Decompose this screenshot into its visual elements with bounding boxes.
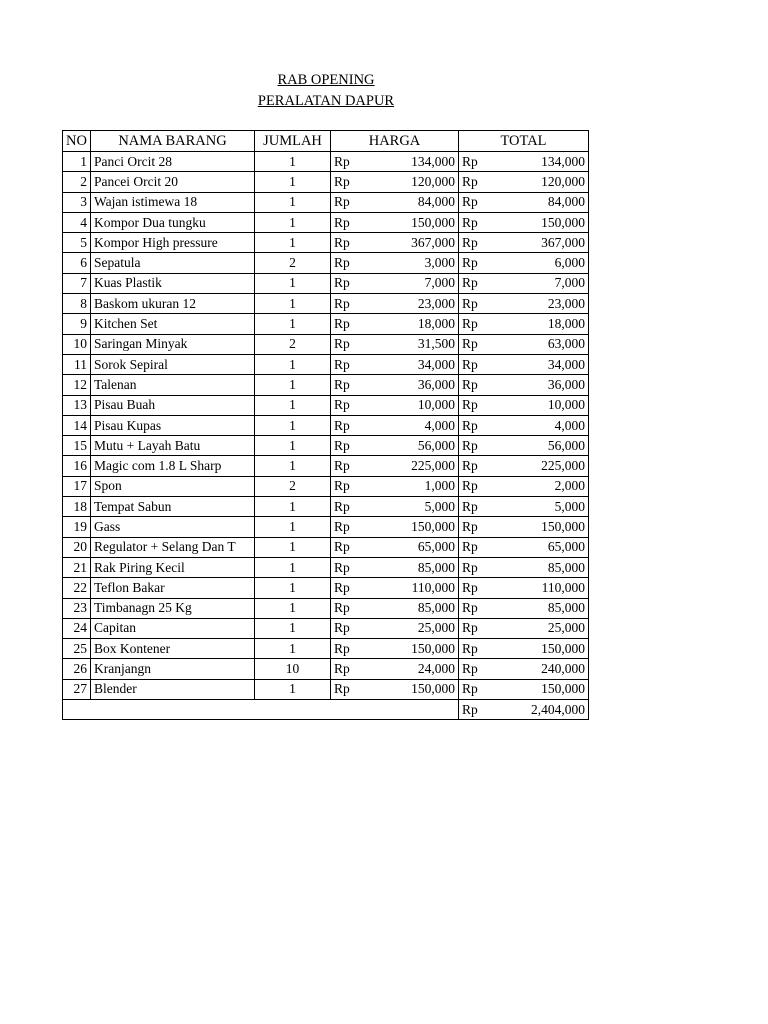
row-total: 63,000	[491, 334, 589, 354]
table-row	[63, 415, 589, 435]
row-price-currency: Rp	[331, 517, 363, 537]
row-total: 10,000	[491, 395, 589, 415]
row-total-currency: Rp	[459, 212, 491, 232]
row-price-currency: Rp	[331, 233, 363, 253]
table-row	[63, 537, 589, 557]
row-total-currency: Rp	[459, 679, 491, 699]
row-total: 7,000	[491, 273, 589, 293]
table-row	[63, 618, 589, 638]
row-quantity: 2	[255, 476, 331, 496]
row-item-name: Talenan	[91, 375, 255, 395]
row-price: 150,000	[363, 517, 459, 537]
row-no: 21	[63, 557, 91, 577]
row-item-name: Kompor Dua tungku	[91, 212, 255, 232]
grand-total-currency: Rp	[459, 700, 491, 720]
row-total: 150,000	[491, 212, 589, 232]
row-price-currency: Rp	[331, 334, 363, 354]
row-quantity: 1	[255, 354, 331, 374]
table-row	[63, 152, 589, 172]
header-price: HARGA	[331, 131, 459, 152]
table-row	[63, 436, 589, 456]
row-total: 4,000	[491, 415, 589, 435]
row-price: 85,000	[363, 557, 459, 577]
row-quantity: 1	[255, 436, 331, 456]
row-price: 150,000	[363, 212, 459, 232]
row-price-currency: Rp	[331, 354, 363, 374]
row-price: 4,000	[363, 415, 459, 435]
row-total: 25,000	[491, 618, 589, 638]
row-total-currency: Rp	[459, 273, 491, 293]
row-price-currency: Rp	[331, 273, 363, 293]
row-quantity: 2	[255, 253, 331, 273]
table-row	[63, 273, 589, 293]
row-item-name: Panci Orcit 28	[91, 152, 255, 172]
row-quantity: 1	[255, 395, 331, 415]
header-name: NAMA BARANG	[91, 131, 255, 152]
row-quantity: 1	[255, 415, 331, 435]
row-item-name: Sepatula	[91, 253, 255, 273]
row-quantity: 1	[255, 618, 331, 638]
row-total-currency: Rp	[459, 415, 491, 435]
row-total: 65,000	[491, 537, 589, 557]
row-price-currency: Rp	[331, 659, 363, 679]
row-quantity: 1	[255, 375, 331, 395]
row-total: 56,000	[491, 436, 589, 456]
row-no: 24	[63, 618, 91, 638]
row-total: 2,000	[491, 476, 589, 496]
row-price: 3,000	[363, 253, 459, 273]
row-total: 5,000	[491, 497, 589, 517]
row-price-currency: Rp	[331, 476, 363, 496]
row-total-currency: Rp	[459, 354, 491, 374]
row-total-currency: Rp	[459, 476, 491, 496]
row-total: 225,000	[491, 456, 589, 476]
row-quantity: 1	[255, 639, 331, 659]
table-row	[63, 314, 589, 334]
row-total-currency: Rp	[459, 314, 491, 334]
table-header-row	[63, 131, 589, 152]
row-no: 14	[63, 415, 91, 435]
row-price: 134,000	[363, 152, 459, 172]
row-item-name: Box Kontener	[91, 639, 255, 659]
table-row	[63, 679, 589, 699]
row-no: 17	[63, 476, 91, 496]
row-price-currency: Rp	[331, 598, 363, 618]
row-price: 120,000	[363, 172, 459, 192]
row-total-currency: Rp	[459, 294, 491, 314]
table-row	[63, 395, 589, 415]
row-price: 7,000	[363, 273, 459, 293]
row-total: 367,000	[491, 233, 589, 253]
document-subtitle: PERALATAN DAPUR	[257, 93, 395, 109]
header-qty: JUMLAH	[255, 131, 331, 152]
row-price: 18,000	[363, 314, 459, 334]
row-item-name: Kuas Plastik	[91, 273, 255, 293]
row-no: 15	[63, 436, 91, 456]
row-no: 5	[63, 233, 91, 253]
row-no: 13	[63, 395, 91, 415]
row-price: 23,000	[363, 294, 459, 314]
row-total-currency: Rp	[459, 456, 491, 476]
row-no: 20	[63, 537, 91, 557]
row-total-currency: Rp	[459, 557, 491, 577]
row-quantity: 1	[255, 456, 331, 476]
row-total: 240,000	[491, 659, 589, 679]
row-total: 120,000	[491, 172, 589, 192]
row-no: 12	[63, 375, 91, 395]
row-price-currency: Rp	[331, 253, 363, 273]
row-total-currency: Rp	[459, 639, 491, 659]
table-row	[63, 456, 589, 476]
table-body	[63, 152, 589, 700]
row-no: 11	[63, 354, 91, 374]
row-quantity: 1	[255, 497, 331, 517]
row-quantity: 1	[255, 517, 331, 537]
row-price: 5,000	[363, 497, 459, 517]
row-total-currency: Rp	[459, 395, 491, 415]
row-item-name: Mutu + Layah Batu	[91, 436, 255, 456]
row-price: 1,000	[363, 476, 459, 496]
row-total-currency: Rp	[459, 618, 491, 638]
row-quantity: 10	[255, 659, 331, 679]
header-no: NO	[63, 131, 91, 152]
table-row	[63, 192, 589, 212]
row-price-currency: Rp	[331, 172, 363, 192]
row-price: 31,500	[363, 334, 459, 354]
row-total: 134,000	[491, 152, 589, 172]
row-price-currency: Rp	[331, 456, 363, 476]
row-no: 23	[63, 598, 91, 618]
grand-total-value: 2,404,000	[491, 700, 589, 720]
row-total: 18,000	[491, 314, 589, 334]
row-price-currency: Rp	[331, 578, 363, 598]
row-item-name: Blender	[91, 679, 255, 699]
table-row	[63, 557, 589, 577]
table-row	[63, 233, 589, 253]
row-price-currency: Rp	[331, 294, 363, 314]
row-price-currency: Rp	[331, 375, 363, 395]
document-title: RAB OPENING	[277, 72, 375, 88]
row-price: 85,000	[363, 598, 459, 618]
row-quantity: 1	[255, 598, 331, 618]
table-row	[63, 639, 589, 659]
row-quantity: 1	[255, 273, 331, 293]
row-quantity: 1	[255, 192, 331, 212]
row-total: 6,000	[491, 253, 589, 273]
grand-total-spacer	[63, 700, 459, 720]
row-total-currency: Rp	[459, 253, 491, 273]
row-quantity: 1	[255, 294, 331, 314]
row-total-currency: Rp	[459, 192, 491, 212]
row-no: 6	[63, 253, 91, 273]
row-quantity: 2	[255, 334, 331, 354]
row-no: 8	[63, 294, 91, 314]
table-row	[63, 659, 589, 679]
row-no: 3	[63, 192, 91, 212]
grand-total-row	[63, 700, 589, 720]
row-price: 25,000	[363, 618, 459, 638]
row-no: 2	[63, 172, 91, 192]
row-quantity: 1	[255, 537, 331, 557]
row-price: 150,000	[363, 639, 459, 659]
table-row	[63, 517, 589, 537]
row-total-currency: Rp	[459, 537, 491, 557]
row-price: 56,000	[363, 436, 459, 456]
row-price: 110,000	[363, 578, 459, 598]
table-row	[63, 294, 589, 314]
header-total: TOTAL	[459, 131, 589, 152]
row-price: 10,000	[363, 395, 459, 415]
row-total-currency: Rp	[459, 497, 491, 517]
table-row	[63, 212, 589, 232]
row-item-name: Sorok Sepiral	[91, 354, 255, 374]
budget-table	[62, 130, 589, 720]
table-row	[63, 334, 589, 354]
row-price-currency: Rp	[331, 497, 363, 517]
row-total-currency: Rp	[459, 233, 491, 253]
row-price: 84,000	[363, 192, 459, 212]
row-price-currency: Rp	[331, 212, 363, 232]
table-row	[63, 578, 589, 598]
row-total-currency: Rp	[459, 517, 491, 537]
table-row	[63, 253, 589, 273]
row-total-currency: Rp	[459, 578, 491, 598]
row-no: 10	[63, 334, 91, 354]
table-row	[63, 172, 589, 192]
row-item-name: Wajan istimewa 18	[91, 192, 255, 212]
row-price-currency: Rp	[331, 395, 363, 415]
row-item-name: Kitchen Set	[91, 314, 255, 334]
table-row	[63, 497, 589, 517]
row-no: 9	[63, 314, 91, 334]
row-price-currency: Rp	[331, 679, 363, 699]
row-price: 36,000	[363, 375, 459, 395]
row-total: 150,000	[491, 639, 589, 659]
row-price-currency: Rp	[331, 436, 363, 456]
row-total-currency: Rp	[459, 334, 491, 354]
row-price: 65,000	[363, 537, 459, 557]
row-item-name: Spon	[91, 476, 255, 496]
row-price: 34,000	[363, 354, 459, 374]
row-price-currency: Rp	[331, 618, 363, 638]
row-price: 150,000	[363, 679, 459, 699]
row-total: 150,000	[491, 517, 589, 537]
row-price-currency: Rp	[331, 537, 363, 557]
row-total-currency: Rp	[459, 659, 491, 679]
row-price-currency: Rp	[331, 152, 363, 172]
row-quantity: 1	[255, 578, 331, 598]
row-price: 24,000	[363, 659, 459, 679]
row-quantity: 1	[255, 233, 331, 253]
row-total: 110,000	[491, 578, 589, 598]
row-quantity: 1	[255, 152, 331, 172]
row-quantity: 1	[255, 212, 331, 232]
row-quantity: 1	[255, 314, 331, 334]
row-total: 84,000	[491, 192, 589, 212]
row-item-name: Baskom ukuran 12	[91, 294, 255, 314]
table-row	[63, 354, 589, 374]
row-total: 85,000	[491, 557, 589, 577]
row-no: 18	[63, 497, 91, 517]
row-total: 150,000	[491, 679, 589, 699]
row-no: 27	[63, 679, 91, 699]
row-item-name: Saringan Minyak	[91, 334, 255, 354]
row-no: 25	[63, 639, 91, 659]
row-item-name: Magic com 1.8 L Sharp	[91, 456, 255, 476]
table-row	[63, 476, 589, 496]
row-price-currency: Rp	[331, 415, 363, 435]
row-total-currency: Rp	[459, 375, 491, 395]
row-item-name: Kompor High pressure	[91, 233, 255, 253]
row-item-name: Rak Piring Kecil	[91, 557, 255, 577]
row-total-currency: Rp	[459, 152, 491, 172]
row-price-currency: Rp	[331, 192, 363, 212]
row-item-name: Tempat Sabun	[91, 497, 255, 517]
row-total: 34,000	[491, 354, 589, 374]
row-item-name: Teflon Bakar	[91, 578, 255, 598]
row-no: 22	[63, 578, 91, 598]
table-row	[63, 375, 589, 395]
row-price: 225,000	[363, 456, 459, 476]
row-no: 26	[63, 659, 91, 679]
row-no: 16	[63, 456, 91, 476]
table-row	[63, 598, 589, 618]
row-no: 19	[63, 517, 91, 537]
row-item-name: Pisau Buah	[91, 395, 255, 415]
row-item-name: Timbanagn 25 Kg	[91, 598, 255, 618]
row-total: 23,000	[491, 294, 589, 314]
row-total-currency: Rp	[459, 172, 491, 192]
row-total: 36,000	[491, 375, 589, 395]
row-no: 7	[63, 273, 91, 293]
row-item-name: Capitan	[91, 618, 255, 638]
row-no: 4	[63, 212, 91, 232]
row-no: 1	[63, 152, 91, 172]
row-quantity: 1	[255, 557, 331, 577]
row-item-name: Pancei Orcit 20	[91, 172, 255, 192]
row-item-name: Kranjangn	[91, 659, 255, 679]
row-price: 367,000	[363, 233, 459, 253]
row-price-currency: Rp	[331, 314, 363, 334]
row-price-currency: Rp	[331, 557, 363, 577]
row-total-currency: Rp	[459, 598, 491, 618]
document-header	[0, 70, 652, 112]
row-quantity: 1	[255, 172, 331, 192]
row-price-currency: Rp	[331, 639, 363, 659]
row-total: 85,000	[491, 598, 589, 618]
row-quantity: 1	[255, 679, 331, 699]
row-item-name: Regulator + Selang Dan T	[91, 537, 255, 557]
row-item-name: Pisau Kupas	[91, 415, 255, 435]
row-item-name: Gass	[91, 517, 255, 537]
row-total-currency: Rp	[459, 436, 491, 456]
